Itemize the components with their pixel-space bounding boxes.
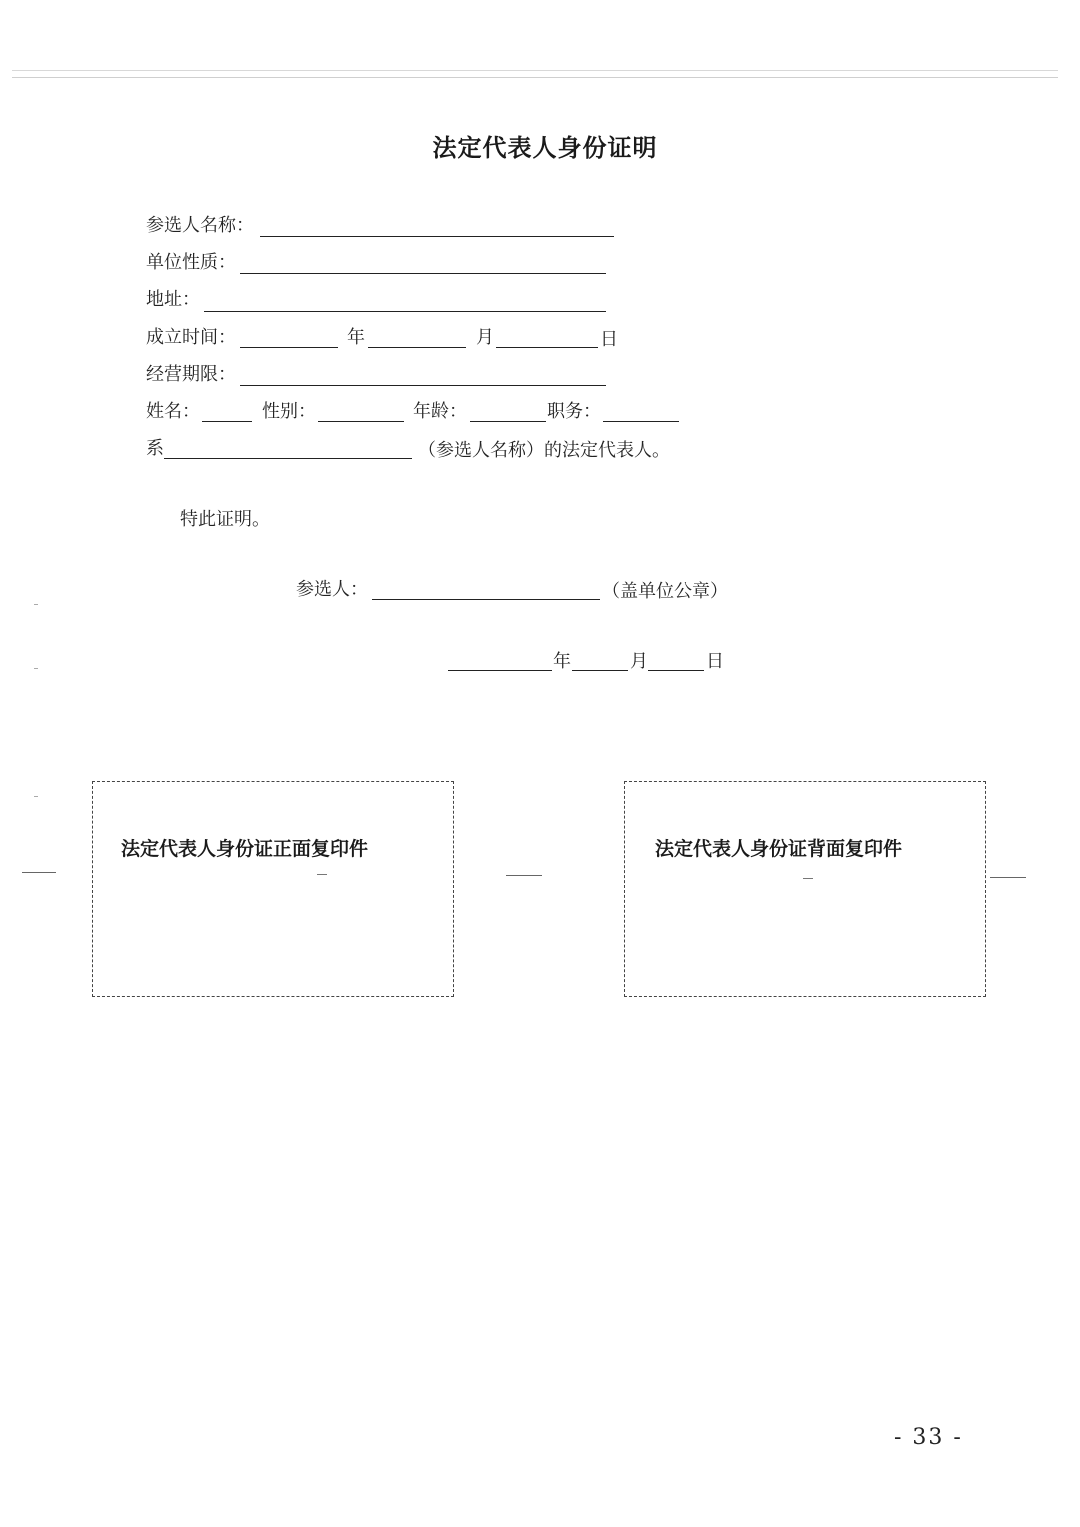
id-front-box[interactable]	[92, 781, 454, 997]
id-front-label: 法定代表人身份证正面复印件	[121, 838, 369, 860]
sign-year-label: 年	[553, 651, 571, 672]
id-back-label: 法定代表人身份证背面复印件	[655, 838, 903, 860]
founded-month-blank[interactable]	[368, 347, 466, 348]
sign-month-blank[interactable]	[572, 670, 628, 671]
term-blank[interactable]	[240, 385, 606, 386]
founded-year-blank[interactable]	[240, 347, 338, 348]
gender-blank[interactable]	[318, 421, 404, 422]
id-back-box[interactable]	[624, 781, 986, 997]
sign-year-blank[interactable]	[448, 670, 552, 671]
sign-day-blank[interactable]	[648, 670, 704, 671]
unit-nature-blank[interactable]	[240, 273, 606, 274]
bidder-name-blank[interactable]	[260, 236, 614, 237]
header-rule	[12, 70, 1058, 71]
page-number: - 33 -	[894, 1425, 963, 1450]
founded-year-label: 年	[347, 327, 365, 348]
signature-bidder-label: 参选人：	[296, 579, 368, 600]
position-blank[interactable]	[603, 421, 679, 422]
sign-month-label: 月	[630, 651, 648, 672]
is-company-blank[interactable]	[164, 458, 412, 459]
signature-bidder-blank[interactable]	[372, 599, 600, 600]
age-label: 年龄：	[413, 401, 467, 422]
is-prefix: 系	[146, 438, 164, 459]
name-blank[interactable]	[202, 421, 252, 422]
scan-mark	[317, 874, 327, 875]
scan-mark	[34, 796, 38, 797]
founded-label: 成立时间：	[146, 327, 236, 348]
name-label: 姓名：	[146, 401, 200, 422]
scan-mark	[506, 875, 542, 876]
is-suffix: （参选人名称）的法定代表人。	[418, 440, 670, 461]
header-rule-secondary	[12, 77, 1058, 78]
address-blank[interactable]	[204, 311, 606, 312]
scan-mark	[34, 604, 38, 605]
gender-label: 性别：	[262, 401, 316, 422]
position-label: 职务：	[547, 401, 601, 422]
scan-mark	[34, 668, 38, 669]
certify-text: 特此证明。	[180, 509, 270, 530]
scan-mark	[22, 872, 56, 873]
document-title: 法定代表人身份证明	[432, 133, 658, 162]
age-blank[interactable]	[470, 421, 546, 422]
sign-day-label: 日	[706, 651, 724, 672]
term-label: 经营期限：	[146, 364, 236, 385]
seal-note: （盖单位公章）	[602, 581, 728, 602]
unit-nature-label: 单位性质：	[146, 252, 236, 273]
scan-mark	[803, 878, 813, 879]
address-label: 地址：	[146, 289, 200, 310]
bidder-name-label: 参选人名称：	[146, 215, 254, 236]
scan-mark	[990, 877, 1026, 878]
founded-day-blank[interactable]	[496, 347, 598, 348]
founded-day-label: 日	[600, 329, 618, 350]
founded-month-label: 月	[476, 327, 494, 348]
